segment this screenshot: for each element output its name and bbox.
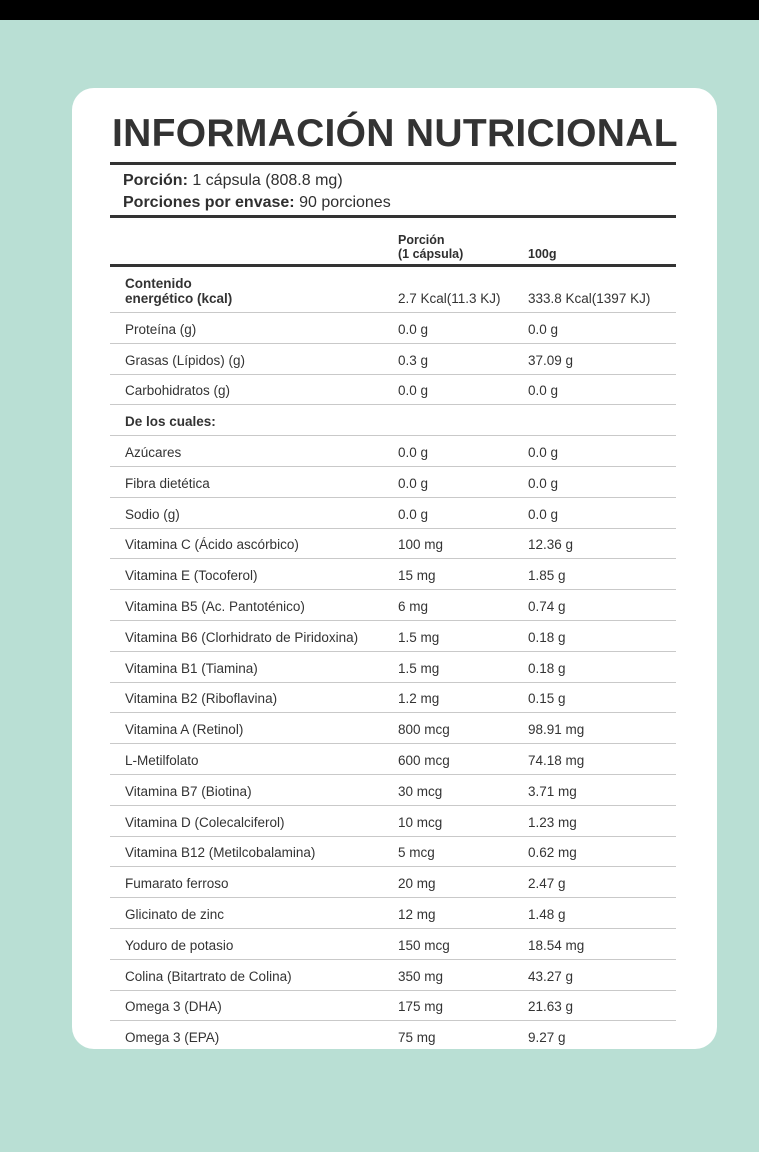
per-100g-value: 43.27 g: [528, 968, 574, 984]
servings-per-container-label: Porciones por envase:: [123, 194, 295, 211]
portion-value: 20 mg: [398, 876, 436, 892]
table-row: [110, 344, 676, 375]
portion-value: 0.0 g: [398, 321, 429, 337]
table-row: [110, 467, 676, 498]
portion-value: 100 mg: [398, 537, 444, 553]
portion-value: 1.5 mg: [398, 660, 440, 676]
per-100g-value: 0.0 g: [528, 383, 559, 399]
table-row: [110, 405, 676, 436]
portion-value: 30 mcg: [398, 783, 443, 799]
column-header-portion-line2: (1 cápsula): [398, 247, 464, 261]
per-100g-value: 9.27 g: [528, 1030, 566, 1046]
nutrient-name: Grasas (Lípidos) (g): [125, 352, 246, 368]
nutrient-name: Vitamina E (Tocoferol): [125, 568, 258, 584]
portion-value: 12 mg: [398, 906, 436, 922]
portion-value: 10 mcg: [398, 814, 443, 830]
portion-value: 0.0 g: [398, 444, 429, 460]
nutrition-card: [72, 88, 717, 1049]
portion-value: 0.3 g: [398, 352, 429, 368]
portion-value: 150 mcg: [398, 937, 450, 953]
per-100g-value: 0.0 g: [528, 506, 559, 522]
portion-value: 350 mg: [398, 968, 444, 984]
nutrient-name: Carbohidratos (g): [125, 383, 231, 399]
table-row: [110, 806, 676, 837]
portion-value: 0.0 g: [398, 475, 429, 491]
nutrient-name: Proteína (g): [125, 321, 197, 337]
table-row: [110, 590, 676, 621]
per-100g-value: 0.62 mg: [528, 845, 577, 861]
portion-value: 1.5 mg: [398, 629, 440, 645]
column-header-portion-line1: Porción: [398, 233, 445, 247]
table-row: [110, 744, 676, 775]
nutrient-name: Vitamina B1 (Tiamina): [125, 660, 258, 676]
per-100g-value: 0.0 g: [528, 444, 559, 460]
column-header-portion: [398, 233, 463, 261]
portion-value: 600 mcg: [398, 752, 450, 768]
table-row: [110, 991, 676, 1022]
nutrient-name: De los cuales:: [125, 414, 216, 430]
per-100g-value: 98.91 mg: [528, 722, 585, 738]
table-row: [110, 498, 676, 529]
table-row: [110, 867, 676, 898]
per-100g-value: 1.23 mg: [528, 814, 577, 830]
per-100g-value: 333.8 Kcal(1397 KJ): [528, 291, 651, 306]
nutrient-name: Glicinato de zinc: [125, 906, 225, 922]
nutrient-name: Colina (Bitartrato de Colina): [125, 968, 292, 984]
table-row-energy: [110, 270, 676, 313]
table-row: [110, 960, 676, 991]
servings-per-container-line: [123, 194, 391, 212]
per-100g-value: 1.48 g: [528, 906, 566, 922]
serving-size-label: Porción:: [123, 172, 188, 189]
per-100g-value: 0.18 g: [528, 629, 566, 645]
portion-value: 0.0 g: [398, 383, 429, 399]
nutrient-name: Vitamina A (Retinol): [125, 722, 244, 738]
table-row: [110, 1021, 676, 1051]
portion-value: 1.2 mg: [398, 691, 440, 707]
table-row: [110, 775, 676, 806]
per-100g-value: 37.09 g: [528, 352, 574, 368]
per-100g-value: 21.63 g: [528, 999, 574, 1015]
per-100g-value: 0.74 g: [528, 598, 566, 614]
nutrient-name: Vitamina B6 (Clorhidrato de Piridoxina): [125, 629, 359, 645]
nutrient-name: Azúcares: [125, 444, 182, 460]
serving-size-line: [123, 172, 343, 190]
per-100g-value: 1.85 g: [528, 568, 566, 584]
portion-value: 175 mg: [398, 999, 444, 1015]
per-100g-value: 0.15 g: [528, 691, 566, 707]
portion-value: 6 mg: [398, 598, 429, 614]
per-100g-value: 0.0 g: [528, 475, 559, 491]
nutrient-name: Vitamina B5 (Ac. Pantoténico): [125, 598, 305, 614]
nutrient-name: Fumarato ferroso: [125, 876, 229, 892]
serving-size-value: 1 cápsula (808.8 mg): [187, 172, 343, 189]
nutrient-name: Vitamina B12 (Metilcobalamina): [125, 845, 316, 861]
nutrient-name: Omega 3 (EPA): [125, 1030, 220, 1046]
per-100g-value: 0.0 g: [528, 321, 559, 337]
header-divider: [110, 264, 676, 267]
table-row: [110, 837, 676, 868]
title-divider: [110, 162, 676, 165]
nutrient-name: Yoduro de potasio: [125, 937, 234, 953]
table-row: [110, 652, 676, 683]
nutrient-name: Vitamina C (Ácido ascórbico): [125, 537, 299, 553]
table-row: [110, 375, 676, 406]
table-row: [110, 713, 676, 744]
portion-value: 75 mg: [398, 1030, 436, 1046]
table-row: [110, 529, 676, 560]
nutrient-name: Vitamina B2 (Riboflavina): [125, 691, 278, 707]
portion-value: 800 mcg: [398, 722, 450, 738]
per-100g-value: 74.18 mg: [528, 752, 585, 768]
nutrient-name: Vitamina D (Colecalciferol): [125, 814, 285, 830]
nutrient-name: Omega 3 (DHA): [125, 999, 222, 1015]
table-row: [110, 436, 676, 467]
energy-name-line2: energético (kcal): [125, 291, 233, 306]
table-row: [110, 929, 676, 960]
table-row: [110, 621, 676, 652]
nutrient-name: L-Metilfolato: [125, 752, 199, 768]
energy-name-line1: Contenido: [125, 276, 192, 291]
nutrient-name: Sodio (g): [125, 506, 180, 522]
top-black-bar: [0, 0, 759, 20]
table-row: [110, 313, 676, 344]
table-row: [110, 559, 676, 590]
portion-value: 0.0 g: [398, 506, 429, 522]
portion-value: 2.7 Kcal(11.3 KJ): [398, 291, 501, 306]
servings-per-container-value: 90 porciones: [294, 194, 391, 211]
serving-divider: [110, 215, 676, 218]
portion-value: 15 mg: [398, 568, 436, 584]
nutrient-name: Fibra dietética: [125, 475, 210, 491]
per-100g-value: 3.71 mg: [528, 783, 577, 799]
nutrition-table: [110, 270, 676, 1051]
table-row: [110, 898, 676, 929]
nutrient-name: Vitamina B7 (Biotina): [125, 783, 252, 799]
per-100g-value: 12.36 g: [528, 537, 574, 553]
table-row: [110, 683, 676, 714]
page-title: INFORMACIÓN NUTRICIONAL: [112, 112, 678, 155]
portion-value: 5 mcg: [398, 845, 435, 861]
per-100g-value: 0.18 g: [528, 660, 566, 676]
column-header-100g: 100g: [528, 247, 557, 261]
per-100g-value: 2.47 g: [528, 876, 566, 892]
per-100g-value: 18.54 mg: [528, 937, 585, 953]
nutrient-name: [125, 276, 232, 306]
